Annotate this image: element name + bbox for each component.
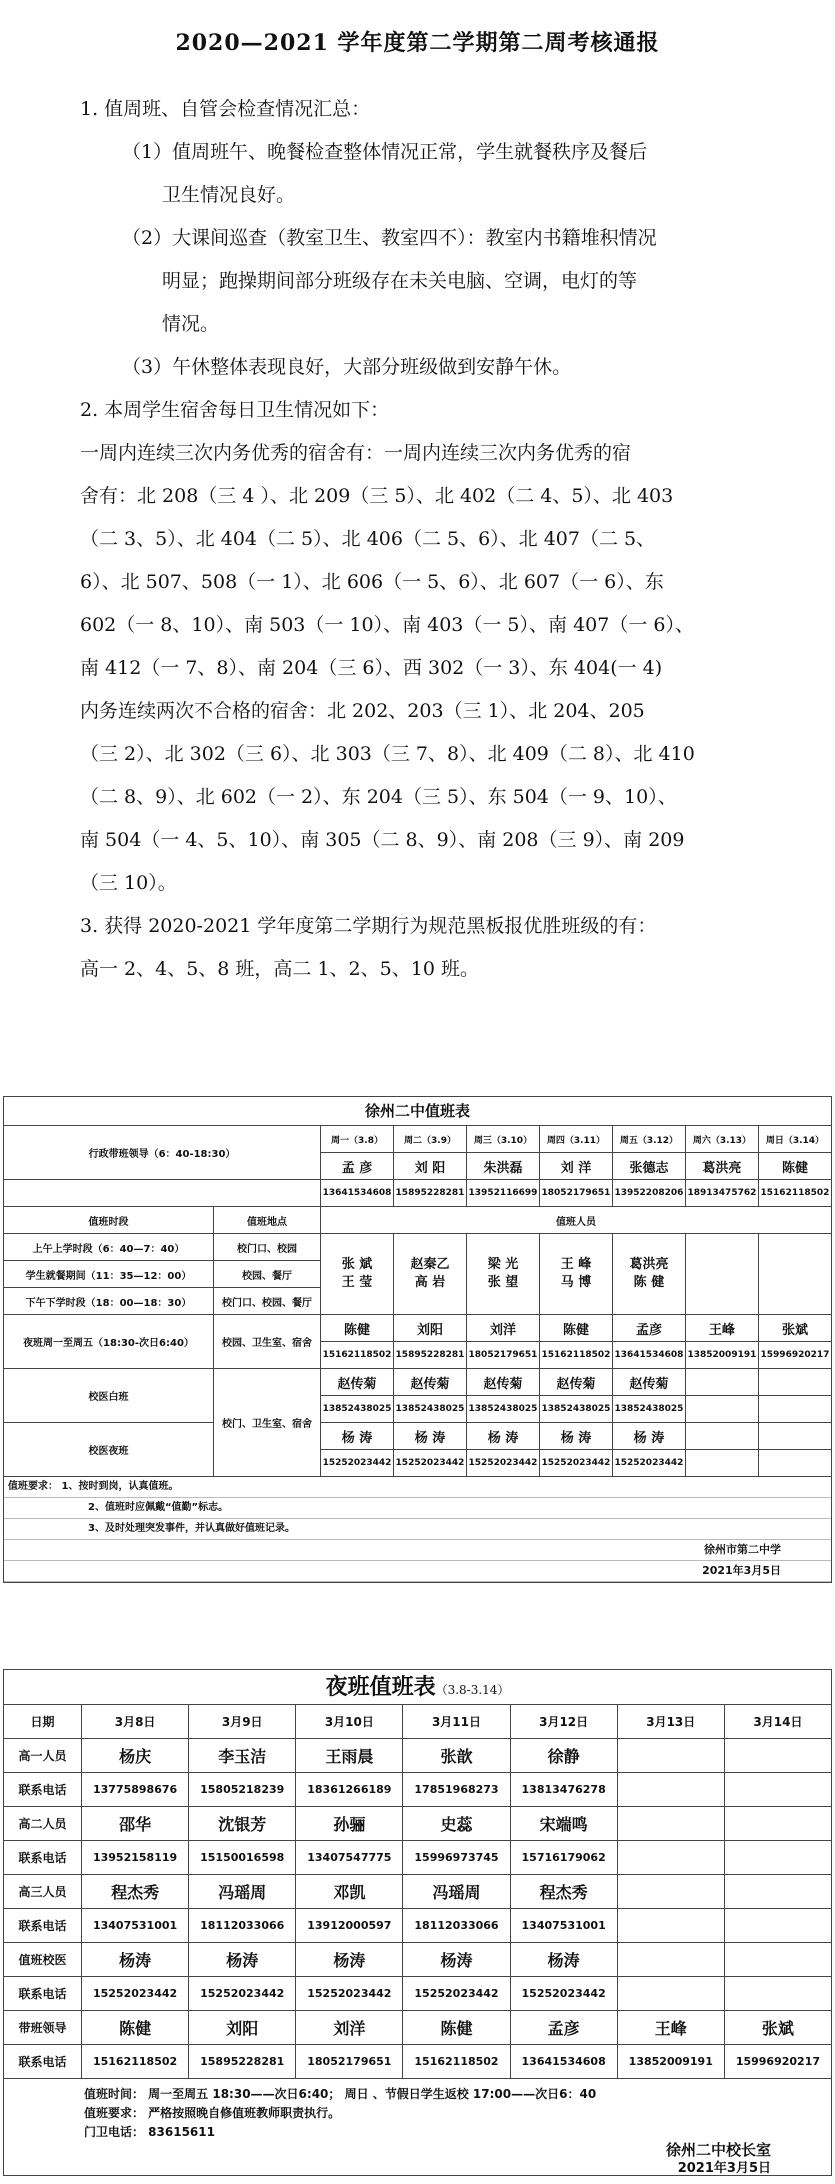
doctor-name: 杨 涛 [466,1423,539,1450]
duty-name [617,1739,724,1773]
leader-phone: 15895228281 [394,1180,467,1207]
duty-name [724,1739,831,1773]
duty-name: 杨庆 [82,1739,189,1773]
doctor-phone: 15252023442 [466,1450,539,1477]
night-staff-name: 陈健 [539,1315,612,1342]
staff-name: 赵秦乙 [410,1257,450,1272]
night-staff-phone: 15996920217 [758,1342,831,1369]
duty-name: 杨涛 [403,1943,510,1977]
duty-phone: 15805218239 [189,1773,296,1807]
col-place: 值班地点 [214,1207,321,1234]
report-line: 3. 获得 2020-2021 学年度第二学期行为规范黑板报优胜班级的有： [80,915,657,937]
duty-phone: 13641534608 [510,2045,617,2079]
duty-phone: 15162118502 [403,2045,510,2079]
duty-name: 沈银芳 [189,1807,296,1841]
report-line: 高一 2、4、5、8 班，高二 1、2、5、10 班。 [80,958,479,980]
report-line: （二 8、9）、北 602（一 2）、东 204（三 5）、东 504（一 9、10）、 [80,786,677,808]
doctor-phone: 13852438025 [466,1396,539,1423]
night-place: 校园、卫生室、宿舍 [214,1315,321,1369]
date-header: 3月13日 [617,1705,724,1739]
report-line: 2. 本周学生宿舍每日卫生情况如下： [80,399,390,421]
duty-name: 杨涛 [296,1943,403,1977]
duty-name: 刘阳 [189,2011,296,2045]
duty-phone: 13813476278 [510,1773,617,1807]
period-label: 下午下学时段（18：00—18：30） [4,1288,214,1315]
date-header: 3月8日 [82,1705,189,1739]
gate-phone: 门卫电话： 83615611 [84,2125,215,2139]
staff-name: 王 峰 [560,1257,592,1272]
period-place: 校门口、校园 [214,1234,321,1261]
leader-name: 张德志 [612,1153,685,1180]
duty-phone: 15252023442 [296,1977,403,2011]
night-schedule [3,1669,832,2176]
report-body [80,88,730,991]
duty-phone: 18052179651 [296,2045,403,2079]
duty-name: 李玉洁 [189,1739,296,1773]
duty-name: 陈健 [403,2011,510,2045]
duty-name: 张斌 [724,2011,831,2045]
duty-phone: 15150016598 [189,1841,296,1875]
period-label: 学生就餐期间（11：35—12：00） [4,1261,214,1288]
duty-name: 王峰 [617,2011,724,2045]
doctor-label: 校医夜班 [4,1423,214,1477]
duty-name: 宋端鸣 [510,1807,617,1841]
duty-name: 邓凯 [296,1875,403,1909]
duty-phone: 15162118502 [82,2045,189,2079]
doctor-phone: 13852438025 [394,1396,467,1423]
duty-phone [617,1909,724,1943]
staff-name: 马 博 [560,1275,592,1290]
day-staff [539,1234,612,1315]
doctor-phone: 15252023442 [394,1450,467,1477]
report-line: 明显；跑操期间部分班级存在未关电脑、空调，电灯的等 [162,270,638,292]
doctor-name: 赵传菊 [394,1369,467,1396]
doctor-phone: 15252023442 [612,1450,685,1477]
night-staff-phone: 15895228281 [394,1342,467,1369]
doctor-phone: 13852438025 [321,1396,394,1423]
period-label: 上午上学时段（6：40—7：40） [4,1234,214,1261]
duty-name: 杨涛 [82,1943,189,1977]
role-label: 高三人员 [4,1875,82,1909]
role-label: 带班领导 [4,2011,82,2045]
night-table [3,1704,832,2079]
duty-phone: 13407547775 [296,1841,403,1875]
duty-name: 程杰秀 [82,1875,189,1909]
doctor-name: 杨 涛 [539,1423,612,1450]
report-line: 一周内连续三次内务优秀的宿舍有：一周内连续三次内务优秀的宿 [80,442,632,464]
phone-label: 联系电话 [4,1773,82,1807]
duty-requirements [3,1477,832,1540]
phone-label: 联系电话 [4,1977,82,2011]
phone-label: 联系电话 [4,2045,82,2079]
report-line: （1）值周班午、晚餐检查整体情况正常，学生就餐秩序及餐后 [122,141,648,163]
duty-phone: 18361266189 [296,1773,403,1807]
duty-phone: 17851968273 [403,1773,510,1807]
duty-name: 邵华 [82,1807,189,1841]
requirement-2: 2、值班时应佩戴“值勤”标志。 [4,1498,831,1519]
duty-date: 2021年3月5日 [4,1561,831,1582]
duty-phone [617,1977,724,2011]
leader-name: 朱洪磊 [466,1153,539,1180]
staff-name: 张 望 [487,1275,519,1290]
doctor-name: 赵传菊 [612,1369,685,1396]
duty-name: 杨涛 [510,1943,617,1977]
leader-name: 葛洪亮 [685,1153,758,1180]
duty-phone: 15252023442 [510,1977,617,2011]
duty-name [617,1875,724,1909]
leader-name: 刘 阳 [394,1153,467,1180]
report-line: 内务连续两次不合格的宿舍：北 202、203（三 1）、北 204、205 [80,700,645,722]
night-staff-phone: 15162118502 [539,1342,612,1369]
leader-phone: 18052179651 [539,1180,612,1207]
duty-table [3,1125,832,1477]
date-header: 3月14日 [724,1705,831,1739]
doctor-name: 杨 涛 [394,1423,467,1450]
night-staff-phone: 13852009191 [685,1342,758,1369]
date-label: 日期 [4,1705,82,1739]
duty-name [724,1943,831,1977]
day-staff [466,1234,539,1315]
day-header: 周六（3.13） [685,1126,758,1153]
duty-name: 杨涛 [189,1943,296,1977]
duty-name: 陈健 [82,2011,189,2045]
report-line: 情况。 [162,313,220,335]
day-staff [321,1234,394,1315]
duty-phone: 13952158119 [82,1841,189,1875]
date-header: 3月9日 [189,1705,296,1739]
duty-name [617,1807,724,1841]
day-header: 周一（3.8） [321,1126,394,1153]
night-table-title: 夜班值班表（3.8-3.14） [3,1669,832,1704]
night-staff-name: 张斌 [758,1315,831,1342]
night-period: 夜班周一至周五（18:30-次日6:40） [4,1315,214,1369]
duty-phone: 13852009191 [617,2045,724,2079]
report-line: 1. 值周班、自管会检查情况汇总： [80,98,371,120]
duty-phone: 13775898676 [82,1773,189,1807]
duty-name: 冯瑶周 [189,1875,296,1909]
duty-phone [724,1773,831,1807]
doctor-phone: 13852438025 [612,1396,685,1423]
duty-phone: 13407531001 [510,1909,617,1943]
requirement-1: 值班要求： 1、按时到岗，认真值班。 [4,1477,831,1498]
night-date: 2021年3月5日 [677,2161,771,2176]
phone-label: 联系电话 [4,1909,82,1943]
report-line: （3）午休整体表现良好，大部分班级做到安静午休。 [122,356,572,378]
night-duty-time: 值班时间： 周一至周五 18:30——次日6:40； 周日 、节假日学生返校 17:00——次日6：40 [84,2087,597,2101]
day-header: 周四（3.11） [539,1126,612,1153]
duty-name [724,1807,831,1841]
duty-phone: 18112033066 [403,1909,510,1943]
duty-signature: 徐州市第二中学 [4,1540,831,1561]
doctor-label: 校医白班 [4,1369,214,1423]
doctor-phone: 13852438025 [539,1396,612,1423]
duty-phone [724,1977,831,2011]
phone-label: 联系电话 [4,1841,82,1875]
doctor-name: 赵传菊 [466,1369,539,1396]
doctor-phone: 15252023442 [321,1450,394,1477]
duty-phone [617,1773,724,1807]
col-staff: 值班人员 [321,1207,832,1234]
duty-phone: 18112033066 [189,1909,296,1943]
staff-name: 高 岩 [414,1275,446,1290]
doctor-name: 杨 涛 [321,1423,394,1450]
staff-name: 葛洪亮 [629,1257,669,1272]
duty-name [724,1875,831,1909]
duty-phone: 13407531001 [82,1909,189,1943]
night-staff-name: 刘洋 [466,1315,539,1342]
duty-name: 徐静 [510,1739,617,1773]
duty-name: 程杰秀 [510,1875,617,1909]
staff-name: 梁 光 [487,1257,519,1272]
duty-name: 刘洋 [296,2011,403,2045]
role-label: 值班校医 [4,1943,82,1977]
day-staff [612,1234,685,1315]
leader-phone: 13952208206 [612,1180,685,1207]
duty-phone: 15996973745 [403,1841,510,1875]
role-label: 高一人员 [4,1739,82,1773]
date-header: 3月12日 [510,1705,617,1739]
period-place: 校园、餐厅 [214,1261,321,1288]
day-header: 周三（3.10） [466,1126,539,1153]
report-line: （三 2）、北 302（三 6）、北 303（三 7、8）、北 409（二 8）、北 410 [80,743,695,765]
leader-phone: 18913475762 [685,1180,758,1207]
duty-phone: 15252023442 [403,1977,510,2011]
duty-phone: 15252023442 [82,1977,189,2011]
duty-table-title: 徐州二中值班表 [3,1096,832,1125]
report-line: （二 3、5）、北 404（二 5）、北 406（二 5、6）、北 407（二 5、 [80,528,656,550]
day-header: 周日（3.14） [758,1126,831,1153]
duty-phone: 13912000597 [296,1909,403,1943]
leader-phone: 15162118502 [758,1180,831,1207]
duty-name: 孟彦 [510,2011,617,2045]
duty-phone [724,1909,831,1943]
leader-name: 陈健 [758,1153,831,1180]
doctor-phone: 15252023442 [539,1450,612,1477]
night-staff-name: 王峰 [685,1315,758,1342]
duty-phone: 15716179062 [510,1841,617,1875]
report-line: （三 10）。 [80,872,177,894]
leader-phone: 13641534608 [321,1180,394,1207]
report-line: 卫生情况良好。 [162,184,296,206]
doctor-place: 校门、卫生室、宿舍 [214,1369,321,1477]
night-staff-name: 孟彦 [612,1315,685,1342]
night-staff-name: 陈健 [321,1315,394,1342]
night-staff-phone: 15162118502 [321,1342,394,1369]
leader-label: 行政带班领导（6：40-18:30） [4,1126,321,1180]
doctor-name: 杨 涛 [612,1423,685,1450]
day-staff [394,1234,467,1315]
requirement-3: 3、及时处理突发事件，并认真做好值班记录。 [4,1519,831,1540]
day-header: 周二（3.9） [394,1126,467,1153]
day-header: 周五（3.12） [612,1126,685,1153]
duty-name: 冯瑶周 [403,1875,510,1909]
duty-phone [617,1841,724,1875]
report-line: （2）大课间巡查（教室卫生、教室四不）：教室内书籍堆积情况 [122,227,657,249]
night-footer [3,2079,832,2176]
period-place: 校门口、校园、餐厅 [214,1288,321,1315]
leader-phone: 13952116699 [466,1180,539,1207]
report-line: 602（一 8、10）、南 503（一 10）、南 403（一 5）、南 407（一 6）、 [80,614,694,636]
duty-name: 孙骊 [296,1807,403,1841]
report-line: 南 412（一 7、8）、南 204（三 6）、西 302（一 3）、东 404(一 4) [80,657,663,679]
col-period: 值班时段 [4,1207,214,1234]
report-line: 6）、北 507、508（一 1）、北 606（一 5、6）、北 607（一 6）、东 [80,571,664,593]
duty-name: 张歆 [403,1739,510,1773]
staff-name: 王 莹 [341,1275,373,1290]
date-header: 3月10日 [296,1705,403,1739]
page-title: 2020—2021 学年度第二学期第二周考核通报 [175,30,660,56]
leader-name: 孟 彦 [321,1153,394,1180]
doctor-name: 赵传菊 [539,1369,612,1396]
leader-name: 刘 洋 [539,1153,612,1180]
report-line: 南 504（一 4、5、10）、南 305（二 8、9）、南 208（三 9）、南 209 [80,829,685,851]
duty-name: 王雨晨 [296,1739,403,1773]
duty-schedule [3,1096,832,1583]
duty-phone: 15996920217 [724,2045,831,2079]
night-signature: 徐州二中校长室 [665,2141,771,2159]
night-staff-phone: 13641534608 [612,1342,685,1369]
report-line: 舍有：北 208（三 4 ）、北 209（三 5）、北 402（二 4、5）、北 403 [80,485,674,507]
staff-name: 陈 健 [633,1275,665,1290]
staff-name: 张 斌 [341,1257,373,1272]
role-label: 高二人员 [4,1807,82,1841]
duty-name: 史蕊 [403,1807,510,1841]
duty-phone [724,1841,831,1875]
duty-name [617,1943,724,1977]
night-staff-phone: 18052179651 [466,1342,539,1369]
date-header: 3月11日 [403,1705,510,1739]
duty-phone: 15895228281 [189,2045,296,2079]
duty-phone: 15252023442 [189,1977,296,2011]
night-duty-requirement: 值班要求： 严格按照晚自修值班教师职责执行。 [84,2106,341,2120]
night-staff-name: 刘阳 [394,1315,467,1342]
doctor-name: 赵传菊 [321,1369,394,1396]
